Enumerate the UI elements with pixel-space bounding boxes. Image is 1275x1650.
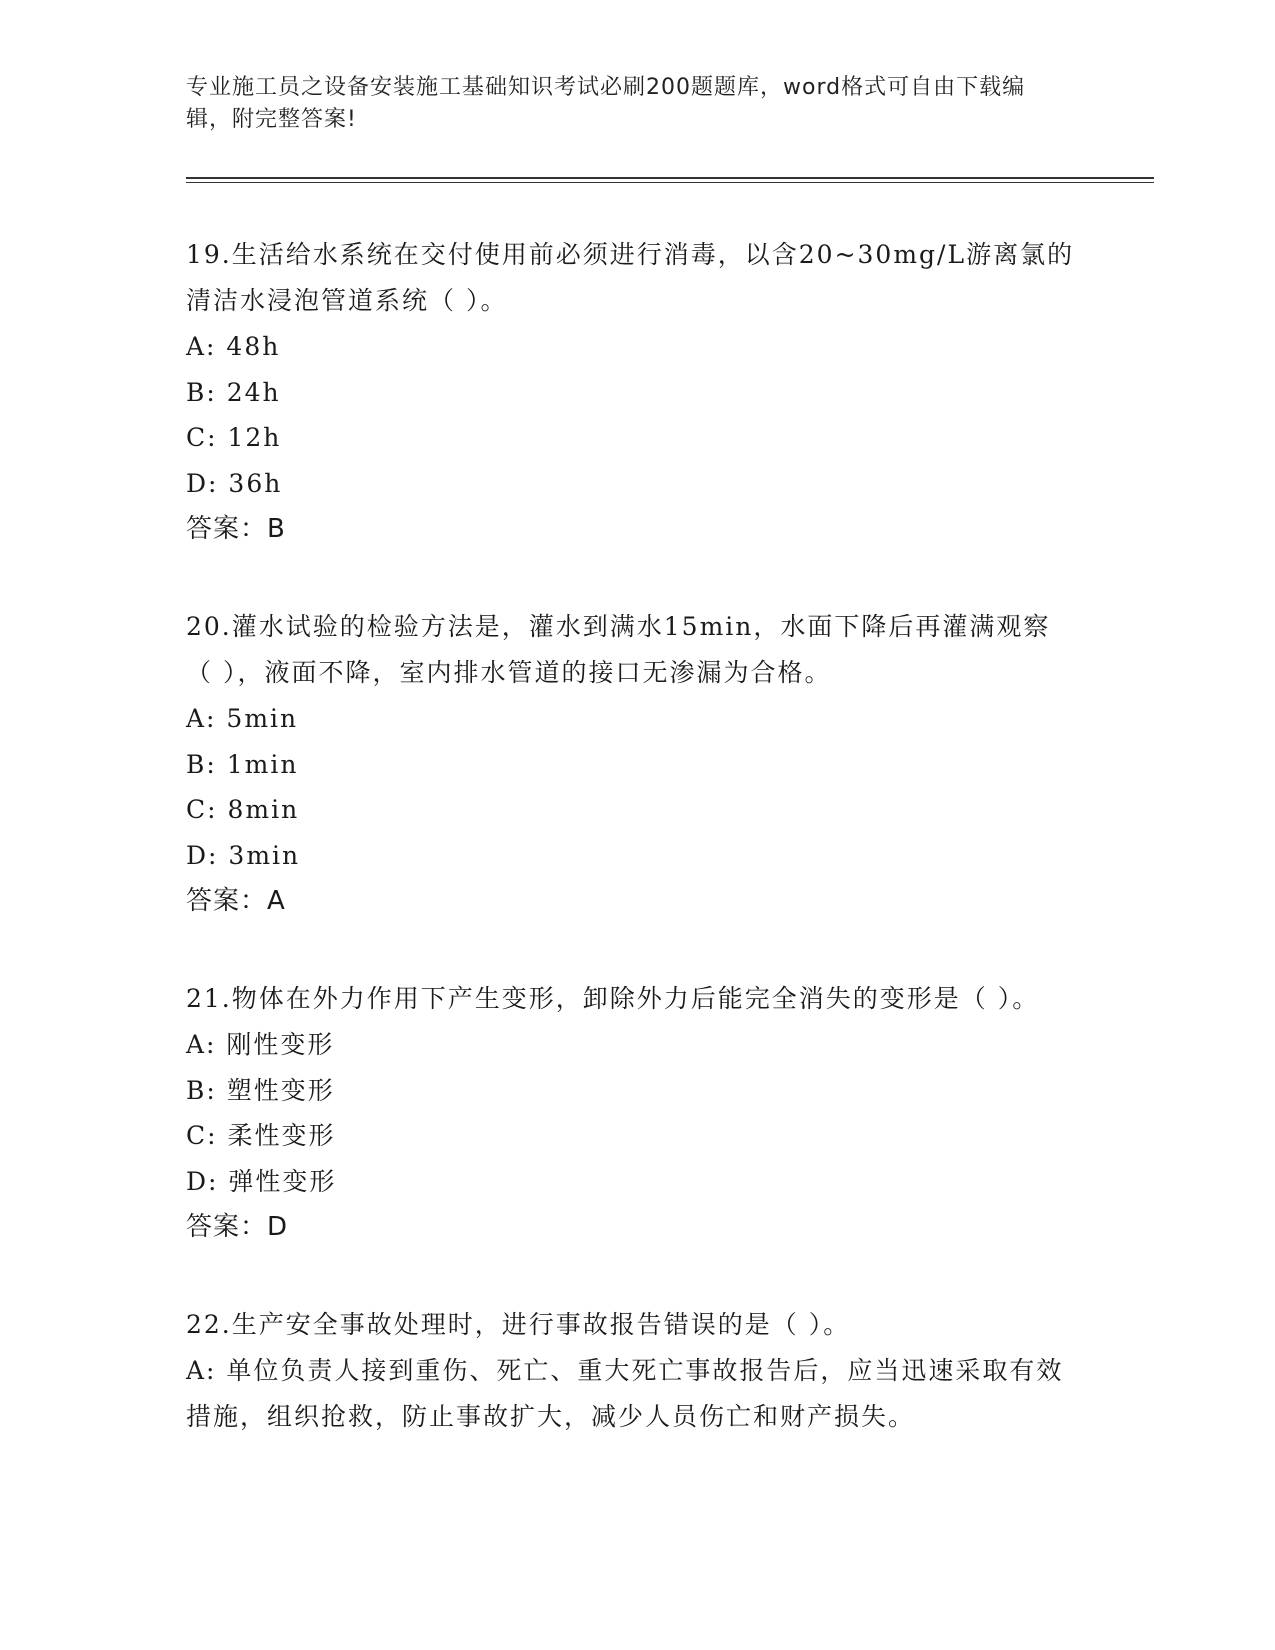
- answer-line: 答案：D: [186, 1212, 289, 1242]
- answer-line: 答案：B: [186, 514, 286, 544]
- question-stem: 22.生产安全事故处理时，进行事故报告错误的是（ ）。: [186, 1310, 851, 1339]
- question-stem: 21.物体在外力作用下产生变形，卸除外力后能完全消失的变形是（ ）。: [186, 984, 1040, 1013]
- option-d: D: 36h: [186, 468, 283, 498]
- option-d: D: 3min: [186, 840, 301, 870]
- option-a: A: 单位负责人接到重伤、死亡、重大死亡事故报告后，应当迅速采取有效措施，组织抢救，防止事故扩大，减少人员伤亡和财产损失。: [186, 1356, 1064, 1431]
- question-21: [186, 976, 1076, 1250]
- question-list: [186, 232, 1076, 1491]
- header-divider-thin: [186, 182, 1154, 183]
- header-title: 专业施工员之设备安装施工基础知识考试必刷200题题库，word格式可自由下载编辑，附完整答案!: [186, 75, 1026, 132]
- document-header: [186, 72, 1066, 136]
- option-a: A: 刚性变形: [186, 1030, 335, 1059]
- option-c: C: 柔性变形: [186, 1121, 336, 1150]
- option-a: A: 48h: [186, 332, 281, 361]
- option-c: C: 12h: [186, 423, 282, 452]
- option-a: A: 5min: [186, 704, 299, 733]
- option-b: B: 1min: [186, 749, 299, 779]
- question-20: [186, 604, 1076, 924]
- question-22: [186, 1302, 1076, 1439]
- option-b: B: 24h: [186, 377, 281, 407]
- option-d: D: 弹性变形: [186, 1166, 337, 1196]
- answer-line: 答案：A: [186, 886, 286, 916]
- header-divider: [186, 177, 1154, 179]
- option-b: B: 塑性变形: [186, 1075, 335, 1105]
- question-stem: 20.灌水试验的检验方法是，灌水到满水15min，水面下降后再灌满观察（ ），液面不降，室内排水管道的接口无渗漏为合格。: [186, 612, 1051, 687]
- question-19: [186, 232, 1076, 552]
- question-stem: 19.生活给水系统在交付使用前必须进行消毒，以含20~30mg/L游离氯的清洁水浸泡管道系统（ ）。: [186, 240, 1075, 315]
- option-c: C: 8min: [186, 795, 300, 824]
